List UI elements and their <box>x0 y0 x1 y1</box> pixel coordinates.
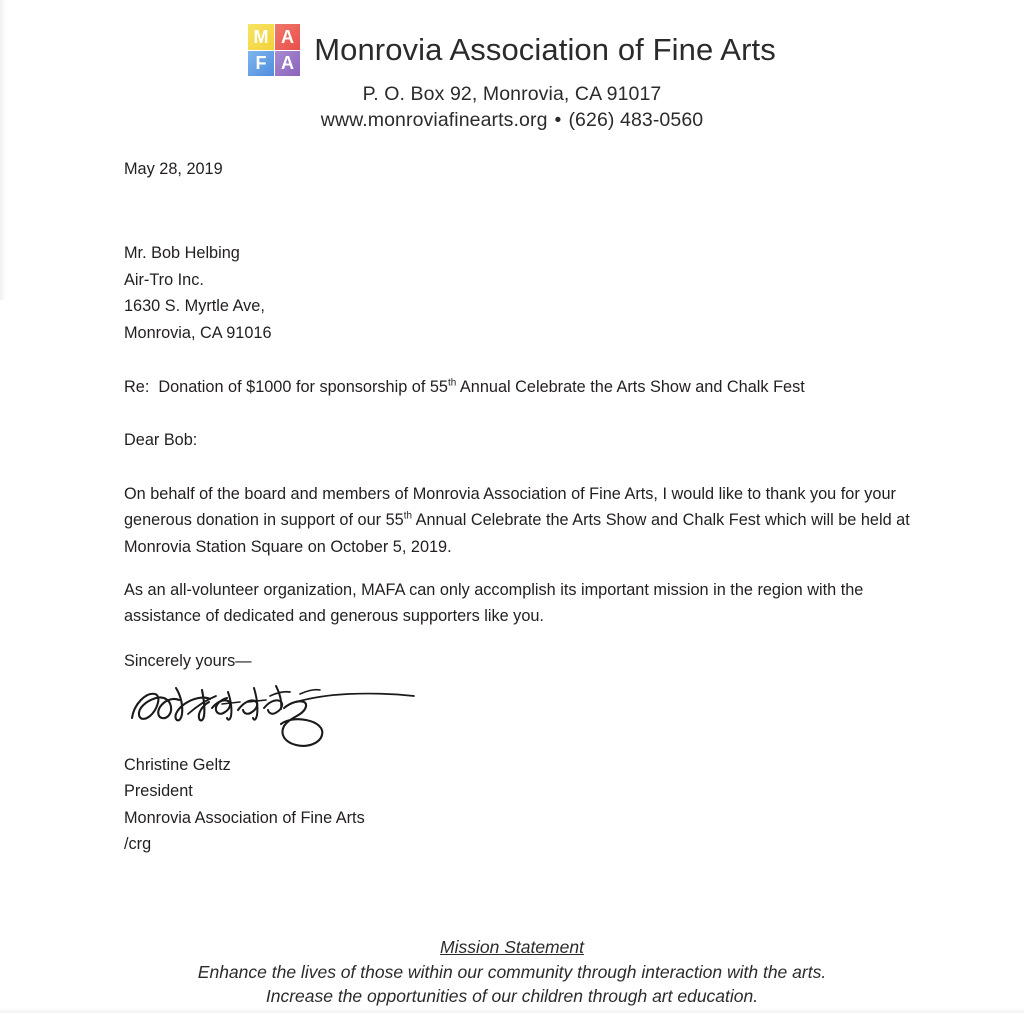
paragraph-1-text-after: Annual Celebrate the Arts Show and Chalk Fest which will be held at Monrovia Station Square on October 5, 2019. <box>124 511 910 556</box>
paragraph-1-ordinal-superscript: th <box>403 510 412 522</box>
spacer-between-paragraphs <box>124 560 924 577</box>
body-paragraph-1 <box>124 481 924 560</box>
paragraph-1-text-before: On behalf of the board and members of Monrovia Association of Fine Arts, I would like to thank you for your generous donation in support of our 55 <box>124 484 896 530</box>
signature-name-block <box>124 752 924 858</box>
letter-body <box>124 156 924 858</box>
organization-name: Monrovia Association of Fine Arts <box>314 32 776 67</box>
subject-line <box>124 374 924 400</box>
scan-edge-bottom <box>0 1008 1024 1013</box>
subject-ordinal-superscript: th <box>448 377 457 389</box>
recipient-line: Mr. Bob Helbing <box>124 244 240 263</box>
recipient-line: Air-Tro Inc. <box>124 270 204 289</box>
typist-initials: /crg <box>124 835 152 854</box>
letterhead-contact <box>0 109 1024 132</box>
mission-statement-line-2: Increase the opportunities of our children through art education. <box>265 986 759 1007</box>
mission-statement-title: Mission Statement <box>440 937 584 957</box>
recipient-address-block <box>124 240 924 346</box>
logo-cell-a-top: A <box>275 24 301 50</box>
letterhead-address: P. O. Box 92, Monrovia, CA 91017 <box>362 83 662 105</box>
logo-cell-m: M <box>248 24 274 50</box>
letterhead-title-row <box>0 24 1024 76</box>
mafa-logo <box>248 24 300 76</box>
recipient-line: 1630 S. Myrtle Ave, <box>124 297 265 316</box>
spacer-after-address <box>124 346 924 374</box>
recipient-line: Monrovia, CA 91016 <box>124 323 272 342</box>
subject-text-after: Annual Celebrate the Arts Show and Chalk Fest <box>456 377 805 396</box>
letterhead <box>0 24 1024 132</box>
subject-label: Re: <box>124 377 150 396</box>
closing-line: Sincerely yours— <box>124 651 252 670</box>
bullet-separator: • <box>554 109 562 131</box>
salutation: Dear Bob: <box>124 431 198 450</box>
signer-title: President <box>124 782 193 801</box>
subject-text-before: Donation of $1000 for sponsorship of 55 <box>158 377 448 396</box>
letterhead-website: www.monroviafinearts.org <box>320 109 548 131</box>
letter-date: May 28, 2019 <box>124 160 223 178</box>
signature-image <box>124 674 424 752</box>
mission-statement <box>0 935 1024 1008</box>
logo-cell-a-bottom: A <box>275 51 301 77</box>
spacer-before-closing <box>124 630 924 648</box>
spacer-after-date <box>124 182 924 240</box>
logo-cell-f: F <box>248 51 274 77</box>
spacer-after-subject <box>124 400 924 427</box>
signer-name: Christine Geltz <box>124 756 231 775</box>
letterhead-phone: (626) 483-0560 <box>568 109 704 131</box>
mission-statement-line-1: Enhance the lives of those within our community through interaction with the arts. <box>197 962 827 983</box>
signer-organization: Monrovia Association of Fine Arts <box>124 808 365 827</box>
spacer-after-salutation <box>124 454 924 481</box>
body-paragraph-2: As an all-volunteer organization, MAFA can only accomplish its important mission in the region with the assistance of dedicated and generous supporters like you. <box>124 580 864 626</box>
